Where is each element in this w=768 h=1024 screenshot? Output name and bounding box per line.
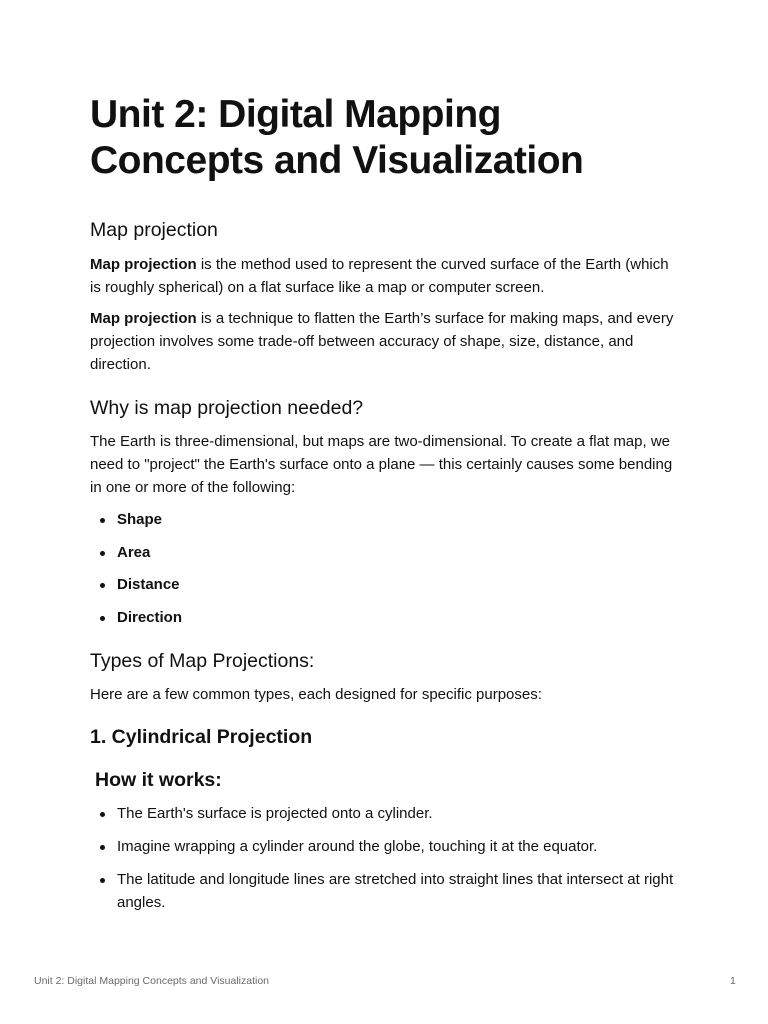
paragraph-types: Here are a few common types, each designed for specific purposes: <box>90 685 542 703</box>
heading-map-projection: Map projection <box>90 219 218 241</box>
paragraph-why-needed: The Earth is three-dimensional, but maps are two-dimensional. To create a flat map, we need to "project" the Earth's surface onto a plane — this certainly causes some bending in one or more of the following: <box>90 433 673 496</box>
list-item: Direction <box>90 606 682 629</box>
subheading-how-it-works: How it works: <box>95 768 222 791</box>
distortion-list <box>90 508 682 629</box>
page-title: Unit 2: Digital Mapping Concepts and Visualization <box>90 93 584 182</box>
page-number: 1 <box>730 975 736 987</box>
list-item: Shape <box>90 508 682 531</box>
heading-types: Types of Map Projections: <box>90 649 315 672</box>
bold-term: Map projection <box>90 310 197 327</box>
list-item: Imagine wrapping a cylinder around the globe, touching it at the equator. <box>90 835 682 858</box>
paragraph-map-projection-2 <box>90 307 682 376</box>
list-item: The latitude and longitude lines are stretched into straight lines that intersect at right angles. <box>90 868 682 914</box>
paragraph-text: is a technique to flatten the Earth’s surface for making maps, and every projection involves some trade-off between accuracy of shape, size, distance, and direction. <box>90 310 674 373</box>
heading-cylindrical: 1. Cylindrical Projection <box>90 725 313 748</box>
list-item: The Earth's surface is projected onto a cylinder. <box>90 802 682 825</box>
paragraph-text: is the method used to represent the curved surface of the Earth (which is roughly spherical) on a flat surface like a map or computer screen. <box>90 256 669 296</box>
document-body <box>90 92 682 914</box>
paragraph-map-projection-1 <box>90 253 682 299</box>
bold-term: Map projection <box>90 256 197 273</box>
list-item: Distance <box>90 573 682 596</box>
list-item: Area <box>90 541 682 564</box>
footer-title: Unit 2: Digital Mapping Concepts and Visualization <box>34 975 270 987</box>
heading-why-needed: Why is map projection needed? <box>90 397 364 419</box>
cylindrical-list <box>90 802 682 914</box>
